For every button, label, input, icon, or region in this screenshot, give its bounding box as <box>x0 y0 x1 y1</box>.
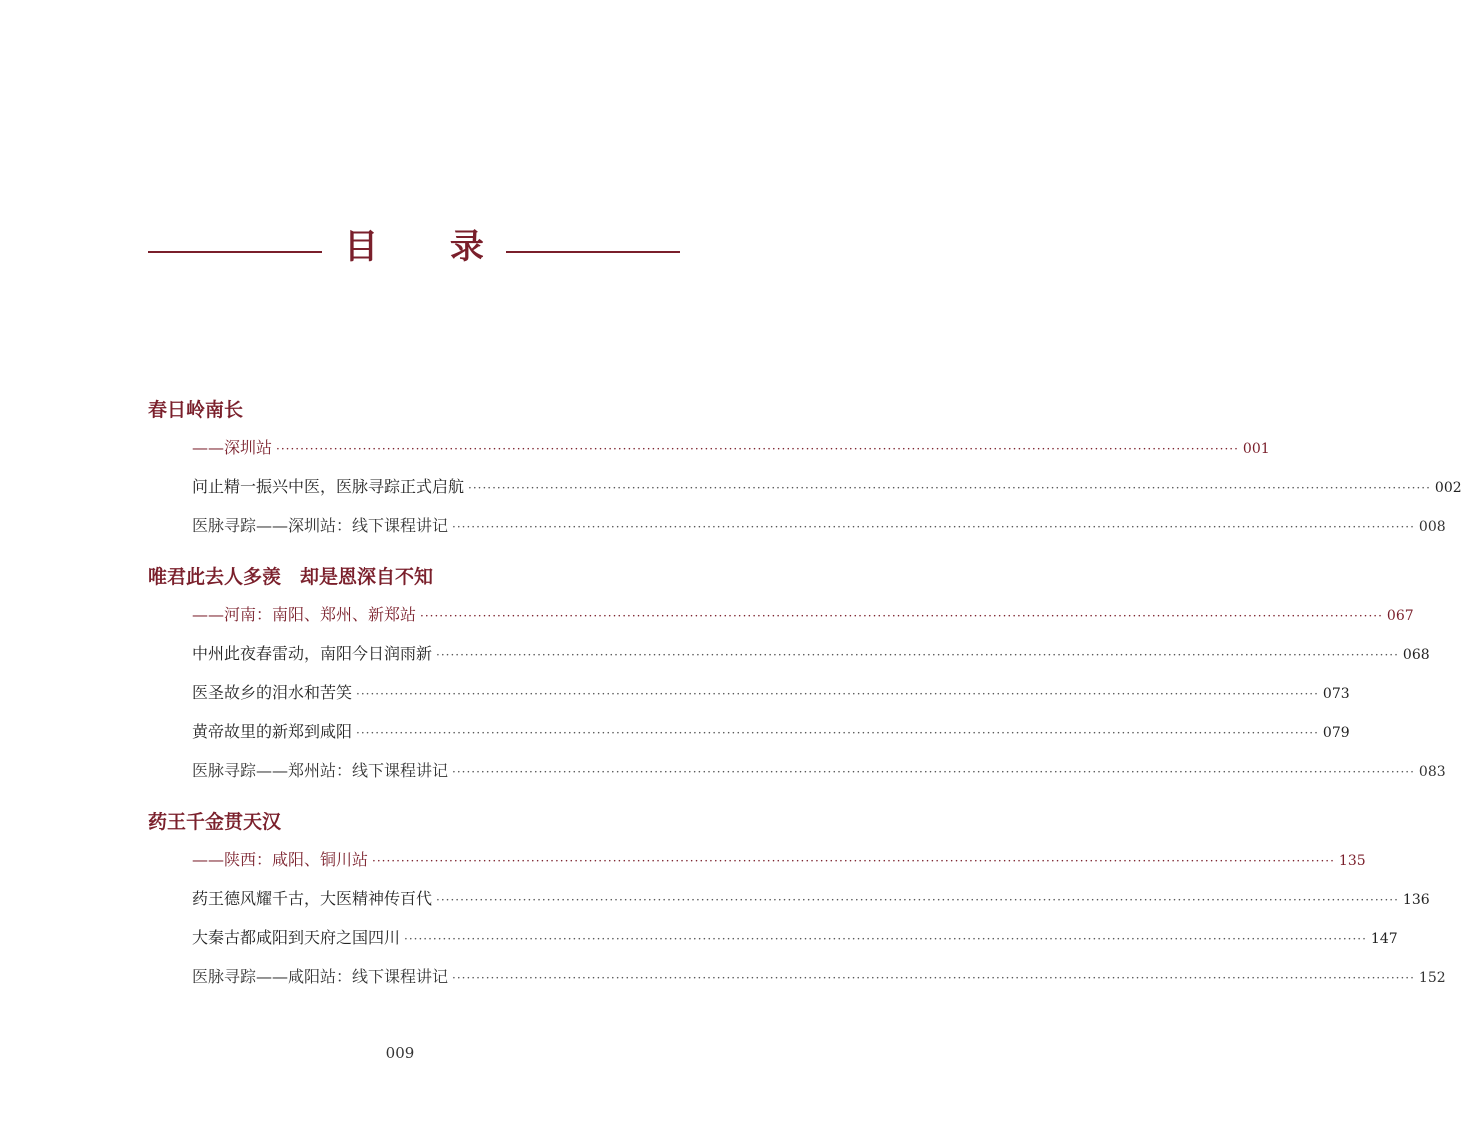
dot-leader: ········································································································································································································ <box>468 481 1431 495</box>
toc-entry[interactable] <box>148 918 1398 957</box>
toc-entry[interactable] <box>148 673 1350 712</box>
entry-label: ——陕西：咸阳、铜川站 <box>192 850 369 869</box>
entry-page-number: 068 <box>1402 647 1430 663</box>
toc-entry[interactable] <box>148 467 1462 506</box>
entry-label: 问止精一振兴中医，医脉寻踪正式启航 <box>192 477 465 496</box>
toc-entry[interactable] <box>148 428 1270 467</box>
section-title: 春日岭南长 <box>148 399 244 421</box>
section-title: 唯君此去人多羡 却是恩深自不知 <box>148 566 434 588</box>
dot-leader: ········································································································································································································ <box>404 932 1367 946</box>
toc-section <box>148 392 1462 545</box>
entry-page-number: 136 <box>1402 892 1430 908</box>
entry-page-number: 152 <box>1418 970 1446 986</box>
entry-page-number: 067 <box>1386 608 1414 624</box>
entry-page-number: 079 <box>1322 725 1350 741</box>
table-of-contents <box>148 392 1462 1010</box>
toc-entry[interactable] <box>148 840 1366 879</box>
entry-page-number: 002 <box>1434 480 1462 496</box>
dot-leader: ········································································································································································································ <box>356 726 1319 740</box>
toc-entry[interactable] <box>148 751 1446 790</box>
entry-label: 大秦古都咸阳到天府之国四川 <box>192 928 401 947</box>
dot-leader: ········································································································································································································ <box>420 609 1383 623</box>
dot-leader: ········································································································································································································ <box>452 765 1415 779</box>
toc-entry[interactable] <box>148 712 1350 751</box>
toc-entry[interactable] <box>148 879 1430 918</box>
entry-label: 黄帝故里的新郑到咸阳 <box>192 722 353 741</box>
toc-entry[interactable] <box>148 957 1446 996</box>
toc-entry[interactable] <box>148 595 1414 634</box>
entry-label: 医脉寻踪——郑州站：线下课程讲记 <box>192 761 449 780</box>
dot-leader: ········································································································································································································ <box>452 971 1415 985</box>
entry-page-number: 147 <box>1370 931 1398 947</box>
dot-leader: ········································································································································································································ <box>372 854 1335 868</box>
toc-entry[interactable] <box>148 506 1446 545</box>
entry-page-number: 073 <box>1322 686 1350 702</box>
dot-leader: ········································································································································································································ <box>436 648 1399 662</box>
header-rule-right <box>506 251 680 253</box>
entry-page-number: 083 <box>1418 764 1446 780</box>
dot-leader: ········································································································································································································ <box>436 893 1399 907</box>
entry-label: 药王德风耀千古，大医精神传百代 <box>192 889 433 908</box>
header-rule-left <box>148 251 322 253</box>
toc-header <box>148 218 680 268</box>
dot-leader: ········································································································································································································ <box>452 520 1415 534</box>
dot-leader: ········································································································································································································ <box>276 442 1239 456</box>
entry-label: ——河南：南阳、郑州、新郑站 <box>192 605 417 624</box>
entry-page-number: 008 <box>1418 519 1446 535</box>
entry-page-number: 135 <box>1338 853 1366 869</box>
page-number: 009 <box>385 1044 415 1062</box>
section-title: 药王千金贯天汉 <box>148 811 282 833</box>
entry-label: ——深圳站 <box>192 438 273 457</box>
page-title: 目 录 <box>344 226 514 267</box>
toc-entry[interactable] <box>148 634 1430 673</box>
toc-section <box>148 804 1446 996</box>
entry-page-number: 001 <box>1242 441 1270 457</box>
dot-leader: ········································································································································································································ <box>356 687 1319 701</box>
entry-label: 医脉寻踪——深圳站：线下课程讲记 <box>192 516 449 535</box>
entry-label: 中州此夜春雷动，南阳今日润雨新 <box>192 644 433 663</box>
toc-section <box>148 559 1446 790</box>
entry-label: 医圣故乡的泪水和苦笑 <box>192 683 353 702</box>
entry-label: 医脉寻踪——咸阳站：线下课程讲记 <box>192 967 449 986</box>
